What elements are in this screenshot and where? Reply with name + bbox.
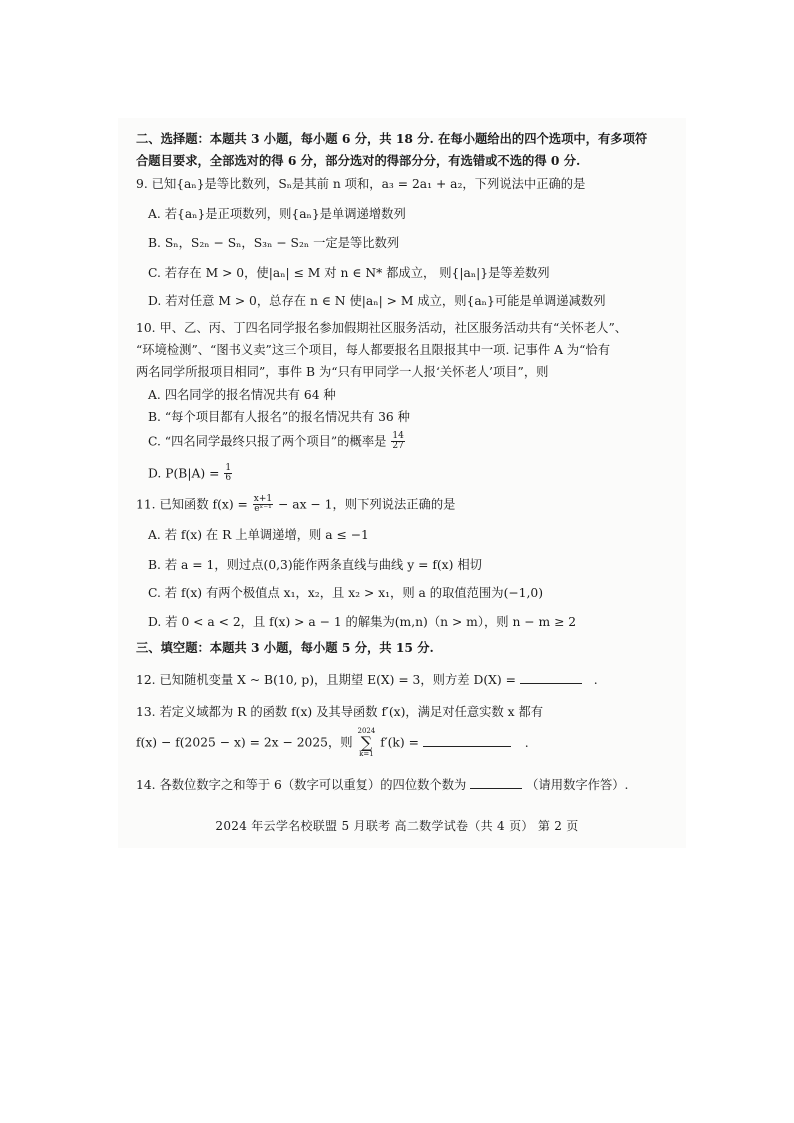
fraction-denominator: eˣ⁻¹ xyxy=(254,504,272,515)
q10-option-c xyxy=(148,432,406,452)
q10-option-c-text: C. “四名同学最终只报了两个项目”的概率是 xyxy=(148,434,387,449)
q14-text-post: （请用数字作答）. xyxy=(526,778,629,792)
q13-line2-post: f′(k) = xyxy=(380,735,419,750)
q14-answer-blank[interactable] xyxy=(470,777,522,789)
q13-line2-pre: f(x) − f(2025 − x) = 2x − 2025，则 xyxy=(136,735,353,750)
q10-option-d-fraction xyxy=(224,464,232,484)
fraction-denominator: 27 xyxy=(392,441,404,452)
q9-option-b: B. Sₙ，S₂ₙ − Sₙ，S₃ₙ − S₂ₙ 一定是等比数列 xyxy=(148,236,400,250)
section2-instructions-line1: 二、选择题：本题共 3 小题，每小题 6 分，共 18 分. 在每小题给出的四个选项中，有多项符 xyxy=(136,131,648,146)
q10-stem-line2: “环境检测”、“图书义卖”这三个项目，每人都要报名且限报其中一项. 记事件 A 为“恰有 xyxy=(136,343,611,357)
q13-end: . xyxy=(524,735,529,750)
q12-question xyxy=(136,672,598,686)
fraction-numerator: 14 xyxy=(392,431,404,441)
page-footer: 2024 年云学名校联盟 5 月联考 高二数学试卷（共 4 页） 第 2 页 xyxy=(215,819,579,833)
q14-text-pre: 14. 各数位数字之和等于 6（数字可以重复）的四位数个数为 xyxy=(136,778,467,792)
q9-stem: 9. 已知{aₙ}是等比数列，Sₙ是其前 n 项和，a₃ = 2a₁ + a₂，下列说法中正确的是 xyxy=(136,177,586,191)
q9-option-c: C. 若存在 M > 0，使|aₙ| ≤ M 对 n ∈ N* 都成立， 则{|aₙ|}是等差数列 xyxy=(148,266,550,280)
q11-stem-fraction xyxy=(253,495,273,515)
q9-option-a: A. 若{aₙ}是正项数列，则{aₙ}是单调递增数列 xyxy=(148,207,406,221)
q11-stem xyxy=(136,495,455,515)
q13-answer-blank[interactable] xyxy=(423,735,511,747)
q11-option-d: D. 若 0 < a < 2，且 f(x) > a − 1 的解集为(m,n)（n > m），则 n − m ≥ 2 xyxy=(148,615,577,629)
q11-stem-post: − ax − 1，则下列说法正确的是 xyxy=(278,497,456,512)
q10-option-d-text: D. P(B|A) = xyxy=(148,466,220,481)
q11-option-a: A. 若 f(x) 在 R 上单调递增，则 a ≤ −1 xyxy=(148,528,369,542)
q13-summation xyxy=(358,728,376,758)
q13-stem-line1: 13. 若定义域都为 R 的函数 f(x) 及其导函数 f′(x)，满足对任意实数 x 都有 xyxy=(136,705,544,719)
fraction-denominator: 6 xyxy=(225,473,232,484)
q12-answer-blank[interactable] xyxy=(520,672,582,684)
section2-instructions-line2: 合题目要求，全部选对的得 6 分，部分选对的得部分分，有选错或不选的得 0 分. xyxy=(136,153,581,168)
q10-option-d xyxy=(148,464,233,484)
q10-stem-line3: 两名同学所报项目相同”，事件 B 为“只有甲同学一人报‘关怀老人’项目”，则 xyxy=(136,365,549,379)
q13-stem-line2 xyxy=(136,728,529,758)
sum-lower-limit: k=1 xyxy=(359,750,374,758)
q12-end: . xyxy=(593,673,598,687)
q11-stem-pre: 11. 已知函数 f(x) = xyxy=(136,497,248,512)
q11-option-c: C. 若 f(x) 有两个极值点 x₁，x₂，且 x₂ > x₁，则 a 的取值范围为(−1,0) xyxy=(148,586,544,600)
sum-upper-limit: 2024 xyxy=(357,727,376,735)
q9-option-d: D. 若对任意 M > 0，总存在 n ∈ N 使|aₙ| > M 成立，则{aₙ}可能是单调递减数列 xyxy=(148,294,606,308)
q11-option-b: B. 若 a = 1，则过点(0,3)能作两条直线与曲线 y = f(x) 相切 xyxy=(148,558,482,572)
q14-question xyxy=(136,777,628,791)
fraction-numerator: 1 xyxy=(225,463,232,473)
q10-option-b: B. “每个项目都有人报名”的报名情况共有 36 种 xyxy=(148,410,410,424)
q10-stem-line1: 10. 甲、乙、丙、丁四名同学报名参加假期社区服务活动，社区服务活动共有“关怀老人”、 xyxy=(136,321,628,335)
q10-option-c-fraction xyxy=(391,432,404,452)
fraction-numerator: x+1 xyxy=(253,494,273,504)
section3-title: 三、填空题：本题共 3 小题，每小题 5 分，共 15 分. xyxy=(136,640,434,655)
sigma-symbol: ∑ xyxy=(360,733,373,752)
q10-option-a: A. 四名同学的报名情况共有 64 种 xyxy=(148,388,336,402)
q12-text: 12. 已知随机变量 X ~ B(10, p)，且期望 E(X) = 3，则方差 D(X) = xyxy=(136,673,516,687)
